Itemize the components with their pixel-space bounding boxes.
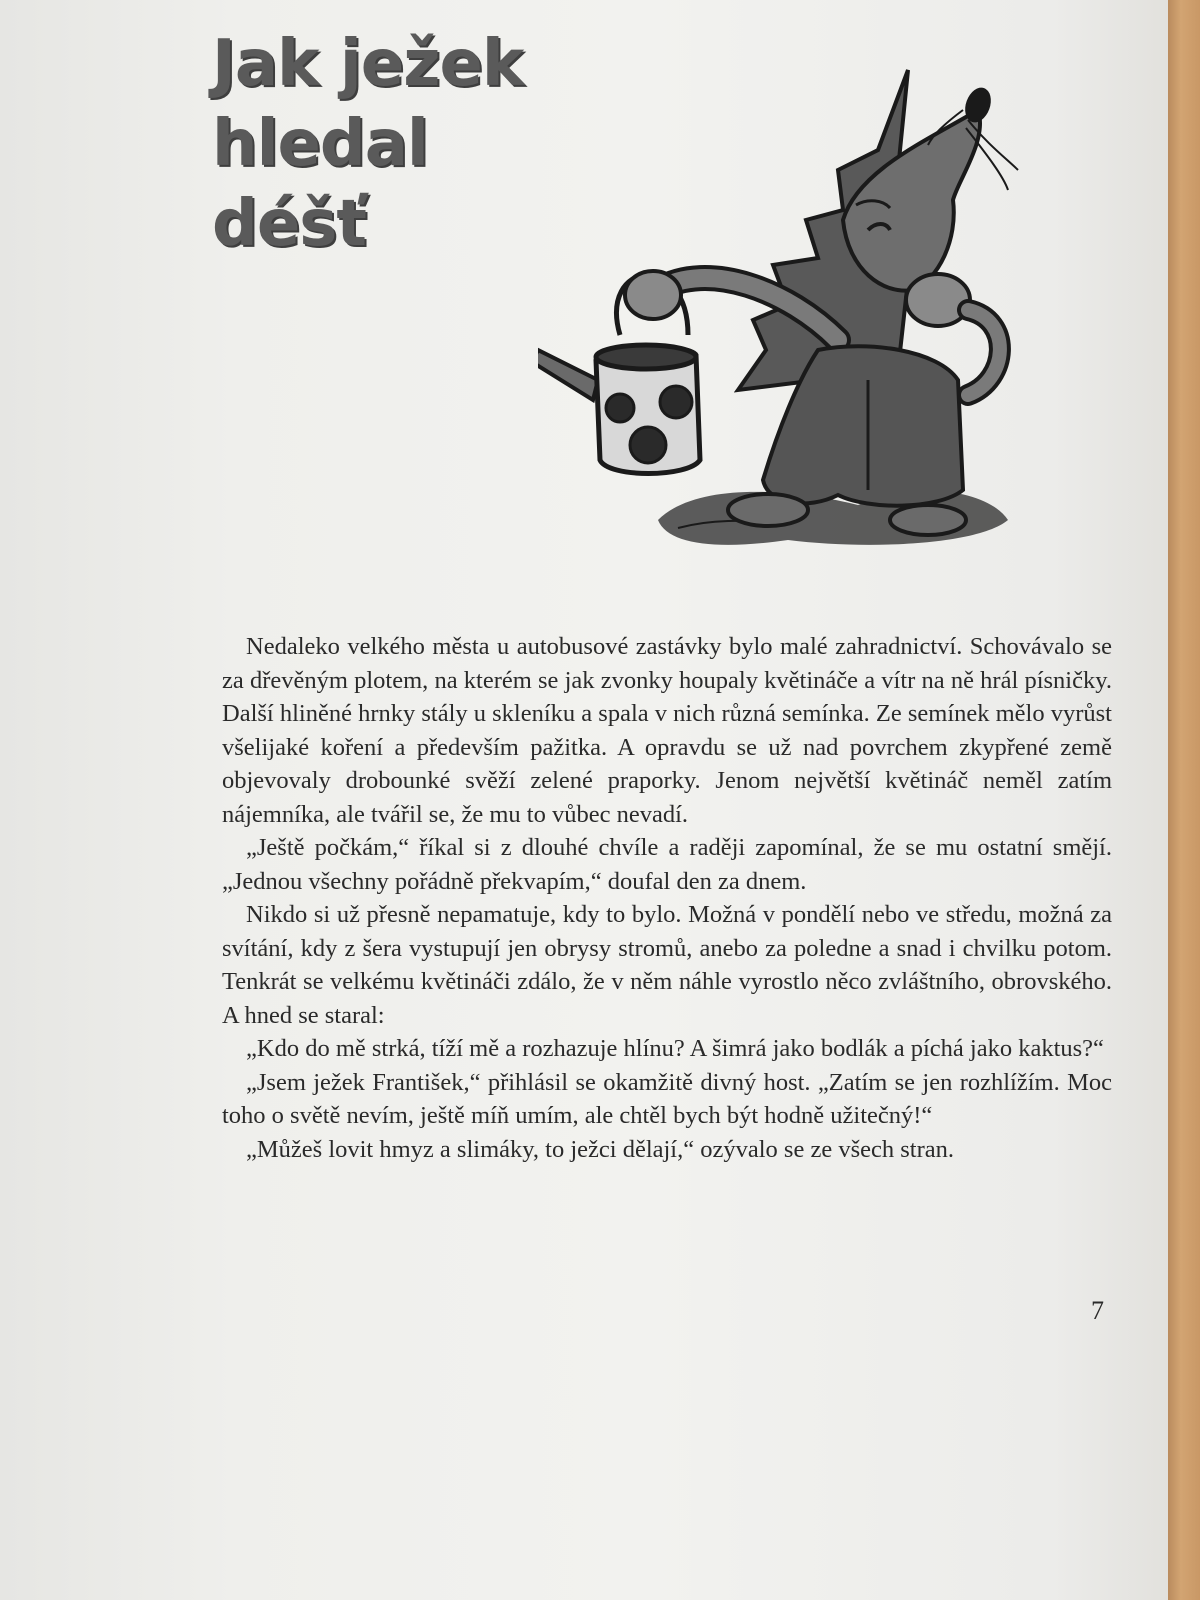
title-line: Jak ježek <box>212 27 524 101</box>
wooden-surface <box>1168 0 1200 1600</box>
story-paragraph: „Ještě počkám,“ říkal si z dlouhé chvíle a raději zapomínal, že se mu ostatní smějí. „Jednou všechny pořádně překvapím,“ doufal den za dnem. <box>222 834 1112 895</box>
story-paragraph: Nedaleko velkého města u autobusové zastávky bylo malé zahradnictví. Schovávalo se za dřevěným plotem, na kterém se jak zvonky houpaly květináče a vítr na ně hrál písničky. Další hliněné hrnky stály u skleníku a spala v nich různá semínka. Ze semínek mělo vyrůst všelijaké koření a především pažitka. A opravdu se už nad povrchem zkypřené země objevovaly drobounké svěží zelené praporky. Jenom největší květináč neměl zatím nájemníka, ale tvářil se, že mu to vůbec nevadí. <box>222 633 1112 828</box>
story-title <box>212 24 523 264</box>
story-text <box>222 630 1112 1166</box>
hedgehog-hand <box>625 271 681 319</box>
hedgehog-illustration <box>538 50 1038 560</box>
hedgehog-foot <box>728 494 808 526</box>
story-paragraph: „Kdo do mě strká, tíží mě a rozhazuje hlínu? A šimrá jako bodlák a píchá jako kaktus?“ <box>246 1035 1104 1062</box>
page-number: 7 <box>1091 1296 1104 1325</box>
title-line: hledal <box>212 107 428 181</box>
story-paragraph: „Můžeš lovit hmyz a slimáky, to ježci dělají,“ ozývalo se ze všech stran. <box>246 1135 954 1163</box>
hedgehog-hand <box>906 274 970 326</box>
story-paragraph: „Jsem ježek František,“ přihlásil se okamžitě divný host. „Zatím se jen rozhlížím. Moc toho o světě nevím, ještě míň umím, ale chtěl bych být hodně užitečný!“ <box>222 1068 1112 1129</box>
hedgehog-foot <box>890 505 966 535</box>
story-paragraph: Nikdo si už přesně nepamatuje, kdy to bylo. Možná v pondělí nebo ve středu, možná za svítání, kdy z šera vystupují jen obrysy stromů, anebo za poledne a snad i chvilku potom. Tenkrát se velkému květináči zdálo, že v něm náhle vyrostlo něco zvláštního, obrovského. A hned se staral: <box>222 901 1112 1029</box>
title-line: déšť <box>212 187 366 261</box>
